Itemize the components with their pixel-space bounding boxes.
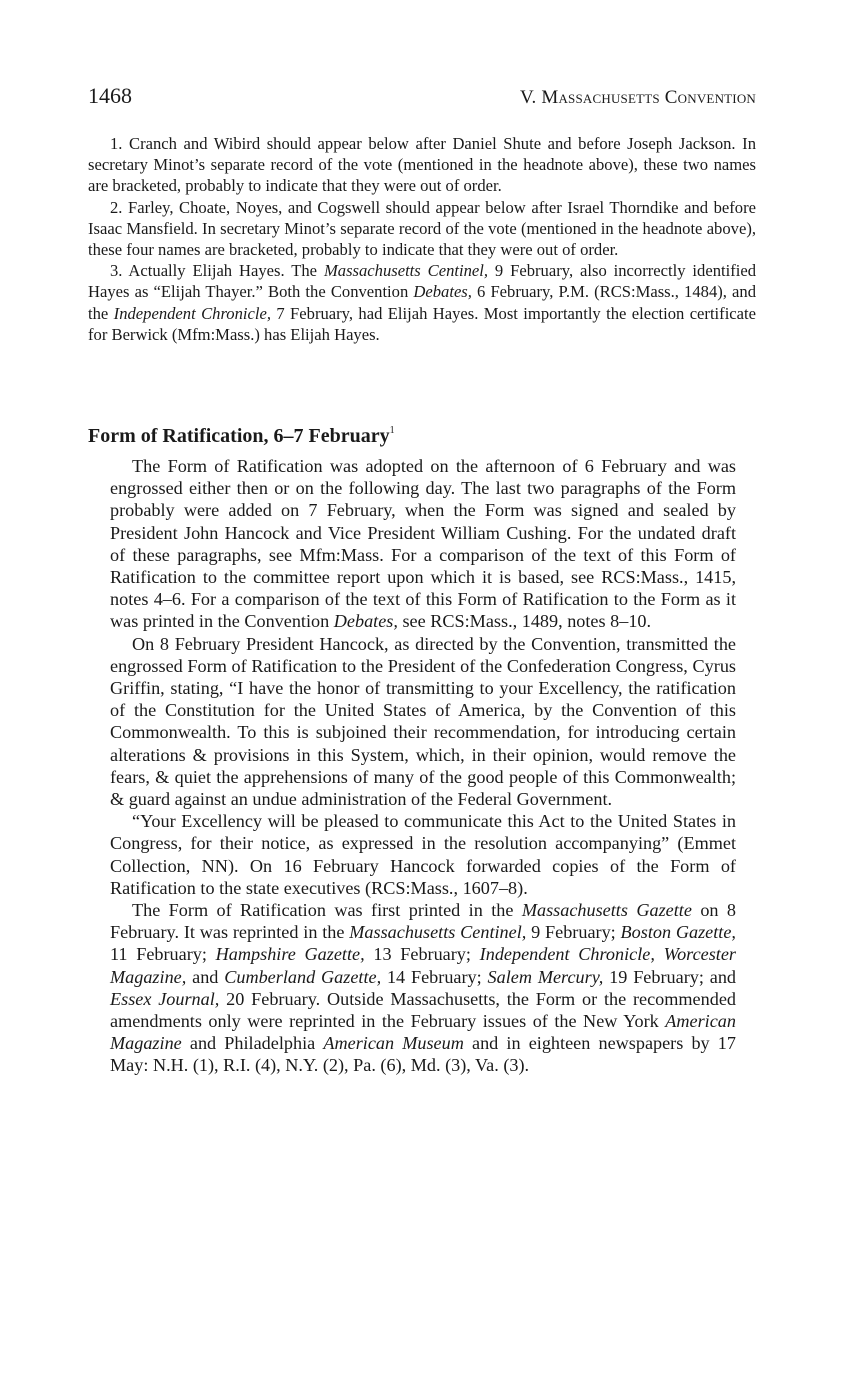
italic-title-text: Debates, — [413, 282, 472, 302]
text-run: 13 February; — [364, 944, 480, 965]
text-run: 20 February. Outside Massachusetts, the Form or the recommended amendments only were reprinted in the February issues of the New York — [110, 988, 736, 1032]
body-paragraph — [110, 810, 736, 899]
italic-title-text: Essex Journal, — [110, 988, 220, 1009]
running-head — [520, 84, 756, 112]
body-paragraph — [110, 899, 736, 1077]
italic-title-text: Hampshire Gazette, — [215, 944, 365, 965]
italic-title-text: Independent Chronicle, — [113, 303, 271, 323]
footnotes — [88, 133, 756, 345]
text-run: see RCS:Mass., 1489, notes 8–10. — [397, 611, 652, 632]
section-title-text: Form of Ratification, 6–7 February — [88, 425, 390, 447]
text-run: 14 February; — [381, 966, 488, 987]
italic-title-text: Boston Gazette, — [620, 922, 736, 943]
text-run: 6 February, P.M. (RCS:Mass., 1484), and the — [88, 282, 756, 323]
text-run: 11 February; — [110, 944, 216, 965]
page-header — [88, 82, 756, 112]
text-run: on 8 February. It was reprinted in the — [110, 900, 737, 943]
italic-title-text: Independent Chronicle, Worcester Magazine, — [110, 944, 736, 987]
text-run: The Form of Ratification was first printed in the — [132, 900, 522, 921]
running-head-title: Massachusetts Convention — [541, 87, 756, 108]
italic-title-text: Massachusetts Centinel, — [323, 261, 489, 281]
text-run: On 8 February President Hancock, as directed by the Convention, transmitted the engrossed Form of Ratification to the President of the Confederation Congress, Cyrus Griffin, stating, “I have the honor of transmitting to your Excellency, the ratification of the Constitution for the United States of America, by the Convention of this Commonwealth. To this is subjoined their recommendation, for introducing certain alterations & provisions in this System, which, in their opinion, would remove the fears, & quiet the apprehensions of many of the good people of this Commonwealth; & guard against an undue administration of the Federal Government. — [110, 633, 736, 810]
text-run: 1. Cranch and Wibird should appear below after Daniel Shute and before Joseph Jackson. In secretary Minot’s separate record of the vote (mentioned in the headnote above), these two names are bracketed, probably to indicate that they were out of order. — [88, 134, 756, 196]
italic-title-text: American Museum — [323, 1033, 464, 1054]
text-run: “Your Excellency will be pleased to communicate this Act to the United States in Congress, for their notice, as expressed in the resolution accompanying” (Emmet Collection, NN). On 16 February Hancock forwarded copies of the Form of Ratification to the state executives (RCS:Mass., 1607–8). — [110, 811, 736, 898]
text-run: 3. Actually Elijah Hayes. The — [110, 261, 324, 281]
italic-title-text: Salem Mercury, — [487, 966, 604, 987]
text-run: and Philadelphia — [181, 1033, 324, 1054]
text-run: 2. Farley, Choate, Noyes, and Cogswell should appear below after Israel Thorndike and before Isaac Mansfield. In secretary Minot’s separate record of the vote (mentioned in the headnote above), these four names are bracketed, probably to indicate that they were out of order. — [88, 197, 756, 260]
running-head-numeral: V. — [520, 87, 542, 108]
headnote-body — [110, 455, 736, 1077]
text-run: 9 February; — [526, 922, 621, 943]
italic-title-text: Cumberland Gazette, — [224, 966, 382, 987]
section-title — [88, 418, 756, 449]
page-number: 1468 — [88, 83, 132, 108]
text-run: and in eighteen newspapers by 17 May: N.H. (1), R.I. (4), N.Y. (2), Pa. (6), Md. (3), Va. (3). — [110, 1033, 736, 1076]
text-run: 7 February, had Elijah Hayes. Most importantly the election certificate for Berwick (Mfm:Mass.) has Elijah Hayes. — [88, 303, 757, 344]
footnote — [88, 260, 756, 345]
italic-title-text: Massachusetts Centinel, — [349, 922, 527, 943]
text-run: The Form of Ratification was adopted on the afternoon of 6 February and was engrossed either then or on the following day. The last two paragraphs of the Form probably were added on 7 February, when the Form was signed and sealed by President John Hancock and Vice President William Cushing. For the undated draft of these paragraphs, see Mfm:Mass. For a comparison of the text of this Form of Ratification to the committee report upon which it is based, see RCS:Mass., 1415, notes 4–6. For a comparison of the text of this Form of Ratification to the Form as it was printed in the Convention — [110, 456, 736, 632]
text-run: 19 February; and — [603, 966, 737, 987]
footnote — [88, 197, 756, 261]
body-paragraph — [110, 633, 736, 811]
text-run: and — [186, 966, 225, 987]
italic-title-text: Debates, — [333, 611, 398, 632]
italic-title-text: American Magazine — [110, 1011, 736, 1054]
body-paragraph — [110, 455, 736, 633]
footnote-mark: 1 — [389, 425, 395, 436]
footnote — [88, 133, 756, 197]
text-run: 9 February, also incorrectly identified Hayes as “Elijah Thayer.” Both the Convention — [88, 261, 757, 302]
italic-title-text: Massachusetts Gazette — [521, 900, 692, 921]
